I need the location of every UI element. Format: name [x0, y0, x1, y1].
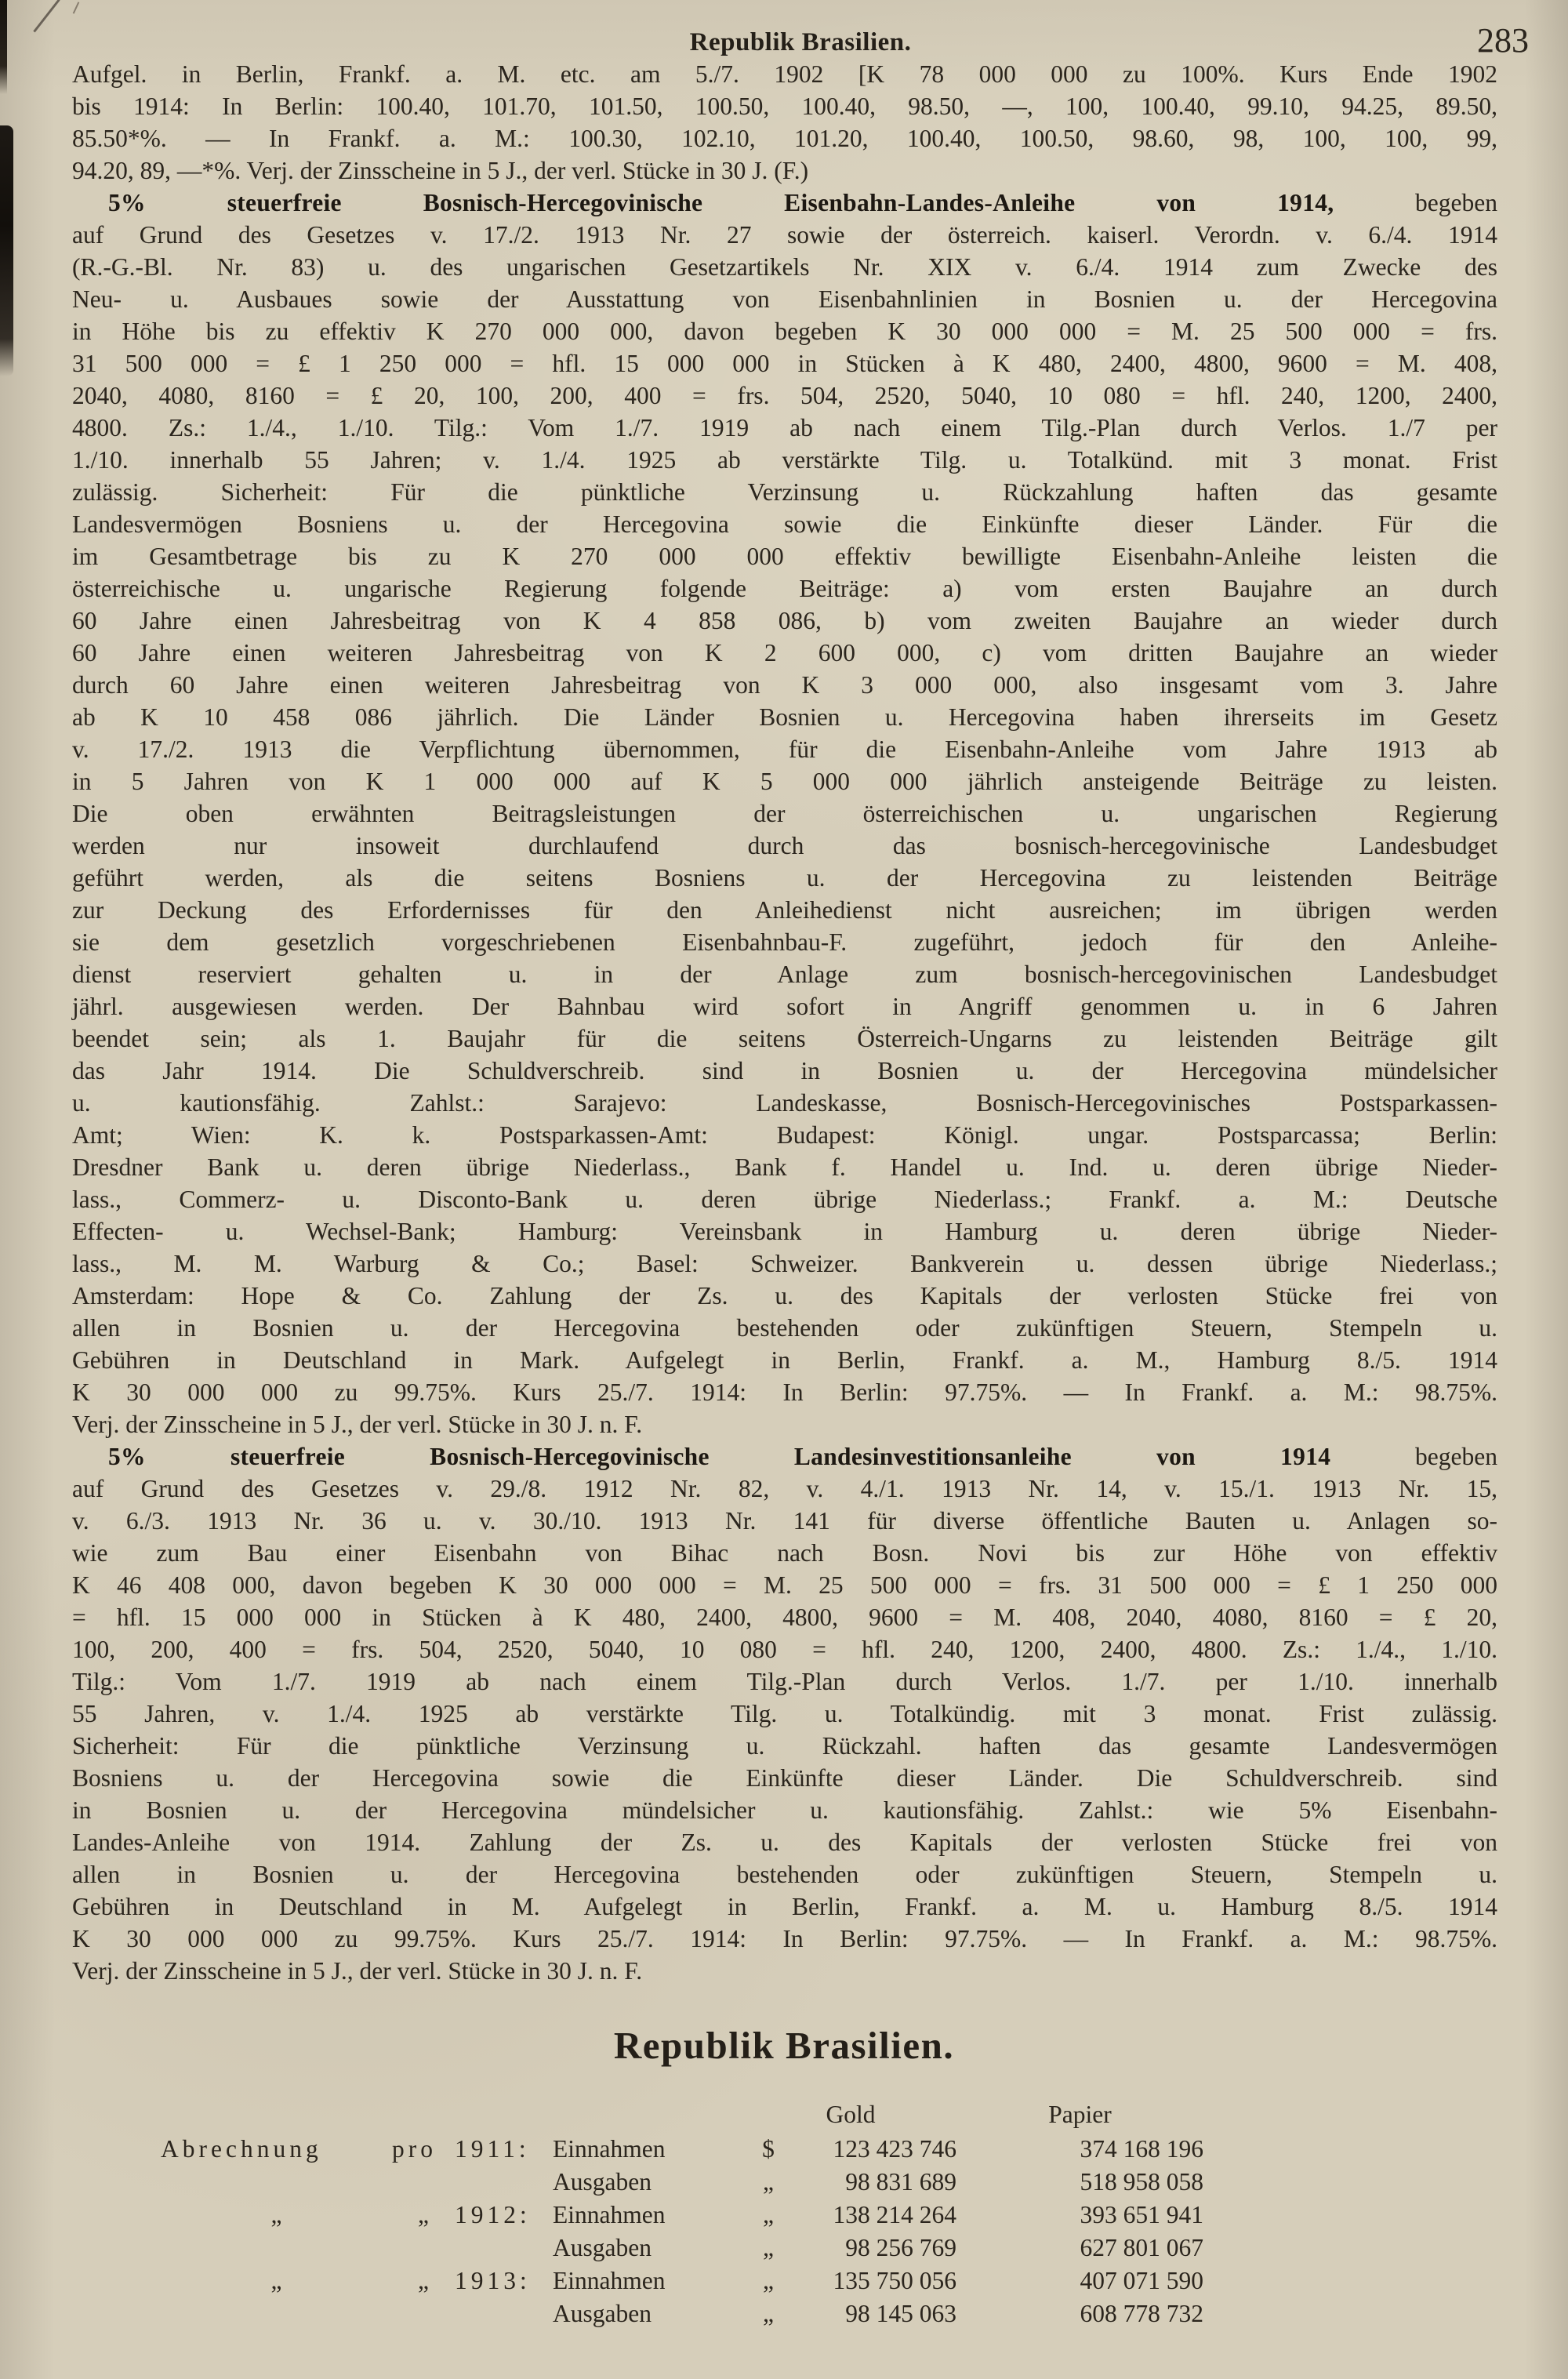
- text-line: Verj. der Zinsscheine in 5 J., der verl. Stücke in 30 J. n. F.: [72, 1957, 643, 1985]
- text-line: Gebühren in Deutschland in Mark. Aufgelegt in Berlin, Frankf. a. M., Hamburg 8./5. 1914: [72, 1346, 1497, 1374]
- table-cell-papier: 407 071 590: [1080, 2267, 1203, 2294]
- table-cell-c1: [161, 2166, 392, 2199]
- table-cell-papier: 374 168 196: [1080, 2135, 1203, 2163]
- table-cell-c3: 1911:: [455, 2135, 530, 2163]
- table-cell-c2: „: [418, 2201, 429, 2228]
- table-cell-papier: 627 801 067: [1080, 2234, 1203, 2261]
- text-line: lass., Commerz- u. Disconto-Bank u. deren übrige Niederlass.; Frankf. a. M.: Deutsche: [72, 1186, 1497, 1213]
- table-cell-gold: 98 145 063: [845, 2300, 956, 2327]
- text-line: = hfl. 15 000 000 in Stücken à K 480, 2400, 4800, 9600 = M. 408, 2040, 4080, 8160 = £ 20,: [72, 1604, 1497, 1631]
- text-line: Aufgel. in Berlin, Frankf. a. M. etc. am 5./7. 1902 [K 78 000 000 zu 100%. Kurs Ende 1902: [72, 60, 1497, 88]
- table-cell-gold: 135 750 056: [833, 2267, 956, 2294]
- table-cell-c2: [392, 2297, 455, 2330]
- table-cell-gold: 123 423 746: [833, 2135, 956, 2163]
- table-row: [161, 2232, 1203, 2265]
- text-line: zur Deckung des Erfordernisses für den Anleihedienst nicht ausreichen; im übrigen werden: [72, 896, 1497, 924]
- text-line: Gebühren in Deutschland in M. Aufgelegt in Berlin, Frankf. a. M. u. Hamburg 8./5. 1914: [72, 1893, 1497, 1920]
- table-cell-gold: 98 256 769: [845, 2234, 956, 2261]
- table-cell-item: Ausgaben: [553, 2234, 652, 2261]
- text-line: Tilg.: Vom 1./7. 1919 ab nach einem Tilg.-Plan durch Verlos. 1./7. per 1./10. innerhalb: [72, 1668, 1497, 1695]
- table-cell-cur: $: [762, 2135, 775, 2163]
- table-cell-c3: [455, 2232, 553, 2265]
- table-cell-gold: 98 831 689: [845, 2168, 956, 2196]
- table-cell-c3: [455, 2166, 553, 2199]
- text-line: 94.20, 89, —*%. Verj. der Zinsscheine in 5 J., der verl. Stücke in 30 J. (F.): [72, 157, 809, 184]
- text-line: allen in Bosnien u. der Hercegovina bestehenden oder zukünftigen Steuern, Stempeln u.: [72, 1314, 1497, 1342]
- text-line: 60 Jahre einen weiteren Jahresbeitrag von K 2 600 000, c) vom dritten Baujahre an wieder: [72, 639, 1497, 666]
- text-line: Amsterdam: Hope & Co. Zahlung der Zs. u. des Kapitals der verlosten Stücke frei von: [72, 1282, 1497, 1309]
- table-cell-cur: „: [763, 2234, 774, 2261]
- text-line: u. kautionsfähig. Zahlst.: Sarajevo: Landeskasse, Bosnisch-Hercegovinisches Postsparkassen-: [72, 1089, 1497, 1117]
- table-cell-cur: „: [763, 2201, 774, 2228]
- paragraph: [72, 187, 1497, 1440]
- column-header-papier: Papier: [1048, 2101, 1112, 2128]
- text-line: v. 17./2. 1913 die Verpflichtung übernommen, für die Eisenbahn-Anleihe vom Jahre 1913 ab: [72, 735, 1497, 763]
- table-cell-papier: 393 651 941: [1080, 2201, 1203, 2228]
- binding-scan-artifact: [0, 125, 13, 376]
- table-cell-c1: „: [270, 2267, 282, 2294]
- text-line: K 30 000 000 zu 99.75%. Kurs 25./7. 1914: In Berlin: 97.75%. — In Frankf. a. M.: 98.75%.: [72, 1378, 1497, 1406]
- text-line: werden nur insoweit durchlaufend durch das bosnisch-hercegovinische Landesbudget: [72, 832, 1497, 859]
- text-line: im Gesamtbetrage bis zu K 270 000 000 effektiv bewilligte Eisenbahn-Anleihe leisten die: [72, 543, 1497, 570]
- table-row: [161, 2297, 1203, 2330]
- binding-scan-artifact: [0, 0, 7, 94]
- text-line: geführt werden, als die seitens Bosniens u. der Hercegovina zu leistenden Beiträge: [72, 864, 1497, 892]
- table-cell-c3: 1913:: [455, 2267, 531, 2294]
- text-line: ab K 10 458 086 jährlich. Die Länder Bosnien u. Hercegovina haben ihrerseits im Gesetz: [72, 703, 1497, 731]
- text-line: K 30 000 000 zu 99.75%. Kurs 25./7. 1914: In Berlin: 97.75%. — In Frankf. a. M.: 98.75%.: [72, 1925, 1497, 1952]
- page-number: 283: [1477, 21, 1529, 60]
- table-cell-papier: 608 778 732: [1080, 2300, 1203, 2327]
- text-line: dienst reserviert gehalten u. in der Anlage zum bosnisch-hercegovinischen Landesbudget: [72, 961, 1497, 988]
- table-row: [161, 2133, 1203, 2166]
- text-line: Landesvermögen Bosniens u. der Hercegovina sowie die Einkünfte dieser Länder. Für die: [72, 510, 1497, 538]
- text-line: (R.-G.-Bl. Nr. 83) u. des ungarischen Gesetzartikels Nr. XIX v. 6./4. 1914 zum Zwecke des: [72, 253, 1497, 281]
- pen-mark: [73, 2, 80, 13]
- table-rows: [161, 2133, 1203, 2330]
- table-row: [161, 2166, 1203, 2199]
- table-cell-c1: Abrechnung: [161, 2135, 322, 2163]
- text-line: durch 60 Jahre einen weiteren Jahresbeitrag von K 3 000 000, also insgesamt vom 3. Jahre: [72, 671, 1497, 699]
- paragraph: [72, 1440, 1497, 1987]
- text-line: in 5 Jahren von K 1 000 000 auf K 5 000 000 jährlich ansteigende Beiträge zu leisten.: [72, 768, 1497, 795]
- body-text: [72, 58, 1497, 1987]
- text-line: das Jahr 1914. Die Schuldverschreib. sind in Bosnien u. der Hercegovina mündelsicher: [72, 1057, 1497, 1084]
- table-cell-item: Ausgaben: [553, 2168, 652, 2196]
- table-cell-item: Einnahmen: [553, 2135, 666, 2163]
- text-line: beendet sein; als 1. Baujahr für die seitens Österreich-Ungarns zu leistenden Beiträge gilt: [72, 1025, 1497, 1052]
- table-header-row: [161, 2097, 1203, 2133]
- text-line: Dresdner Bank u. deren übrige Niederlass., Bank f. Handel u. Ind. u. deren übrige Nieder-: [72, 1153, 1497, 1181]
- pen-mark: [33, 0, 60, 32]
- table-row: [161, 2199, 1203, 2232]
- text-line: allen in Bosnien u. der Hercegovina bestehenden oder zukünftigen Steuern, Stempeln u.: [72, 1861, 1497, 1888]
- accounts-table: [161, 2097, 1203, 2330]
- text-line: Amt; Wien: K. k. Postsparkassen-Amt: Budapest: Königl. ungar. Postsparcassa; Berlin:: [72, 1121, 1497, 1149]
- table-cell-item: Ausgaben: [553, 2300, 652, 2327]
- text-line: in Höhe bis zu effektiv K 270 000 000, davon begeben K 30 000 000 = M. 25 500 000 = frs.: [72, 318, 1497, 345]
- table-cell-item: Einnahmen: [553, 2201, 666, 2228]
- text-line: 60 Jahre einen Jahresbeitrag von K 4 858 086, b) vom zweiten Baujahre an wieder durch: [72, 607, 1497, 634]
- text-line: jährl. ausgewiesen werden. Der Bahnbau wird sofort in Angriff genommen u. in 6 Jahren: [72, 993, 1497, 1020]
- table-cell-c1: [161, 2297, 392, 2330]
- text-line: auf Grund des Gesetzes v. 17./2. 1913 Nr. 27 sowie der österreich. kaiserl. Verordn. v. 6./4. 1914: [72, 221, 1497, 249]
- table-cell-cur: „: [763, 2300, 774, 2327]
- text-line: auf Grund des Gesetzes v. 29./8. 1912 Nr. 82, v. 4./1. 1913 Nr. 14, v. 15./1. 1913 Nr. 15,: [72, 1475, 1497, 1502]
- paragraph: [72, 58, 1497, 187]
- table-cell-c2: [392, 2232, 455, 2265]
- table-cell-c2: pro: [392, 2135, 437, 2163]
- table-cell-cur: „: [763, 2267, 774, 2294]
- text-line: 4800. Zs.: 1./4., 1./10. Tilg.: Vom 1./7. 1919 ab nach einem Tilg.-Plan durch Verlos. 1./7 per: [72, 414, 1497, 441]
- text-line: 2040, 4080, 8160 = £ 20, 100, 200, 400 = frs. 504, 2520, 5040, 10 080 = hfl. 240, 1200, 2400,: [72, 382, 1497, 409]
- text-line: 100, 200, 400 = frs. 504, 2520, 5040, 10 080 = hfl. 240, 1200, 2400, 4800. Zs.: 1./4., 1./10.: [72, 1636, 1497, 1663]
- table-cell-item: Einnahmen: [553, 2267, 666, 2294]
- table-cell-c1: [161, 2232, 392, 2265]
- text-line: zulässig. Sicherheit: Für die pünktliche Verzinsung u. Rückzahlung haften das gesamte: [72, 478, 1497, 506]
- text-line: 5% steuerfreie Bosnisch-Hercegovinische Landesinvestitionsanleihe von 1914 begeben: [108, 1443, 1497, 1470]
- text-line: Effecten- u. Wechsel-Bank; Hamburg: Vereinsbank in Hamburg u. deren übrige Nieder-: [72, 1218, 1497, 1245]
- text-line: 55 Jahren, v. 1./4. 1925 ab verstärkte Tilg. u. Totalkündig. mit 3 monat. Frist zulässig.: [72, 1700, 1497, 1727]
- table-cell-papier: 518 958 058: [1080, 2168, 1203, 2196]
- text-line: Neu- u. Ausbaues sowie der Ausstattung von Eisenbahnlinien in Bosnien u. der Hercegovina: [72, 285, 1497, 313]
- text-line: Bosniens u. der Hercegovina sowie die Einkünfte dieser Länder. Die Schuldverschreib. sind: [72, 1764, 1497, 1792]
- section-title: Republik Brasilien.: [613, 2024, 955, 2067]
- text-line: 31 500 000 = £ 1 250 000 = hfl. 15 000 000 in Stücken à K 480, 2400, 4800, 9600 = M. 408,: [72, 350, 1497, 377]
- table-cell-c2: [392, 2166, 455, 2199]
- column-header-gold: Gold: [826, 2101, 876, 2128]
- text-line: Landes-Anleihe von 1914. Zahlung der Zs. u. des Kapitals der verlosten Stücke frei von: [72, 1829, 1497, 1856]
- text-line: Die oben erwähnten Beitragsleistungen der österreichischen u. ungarischen Regierung: [72, 800, 1497, 827]
- table-cell-cur: „: [763, 2168, 774, 2196]
- text-line: sie dem gesetzlich vorgeschriebenen Eisenbahnbau-F. zugeführt, jedoch für den Anleihe-: [72, 928, 1497, 956]
- table-cell-c1: „: [270, 2201, 282, 2228]
- text-line: lass., M. M. Warburg & Co.; Basel: Schweizer. Bankverein u. dessen übrige Niederlass.;: [72, 1250, 1497, 1277]
- table-cell-c2: „: [418, 2267, 429, 2294]
- table-cell-gold: 138 214 264: [833, 2201, 956, 2228]
- text-line: österreichische u. ungarische Regierung folgende Beiträge: a) vom ersten Baujahre an durch: [72, 575, 1497, 602]
- text-line: 5% steuerfreie Bosnisch-Hercegovinische Eisenbahn-Landes-Anleihe von 1914, begeben: [108, 189, 1497, 216]
- text-line: Verj. der Zinsscheine in 5 J., der verl. Stücke in 30 J. n. F.: [72, 1411, 643, 1438]
- table-cell-c3: [455, 2297, 553, 2330]
- text-line: wie zum Bau einer Eisenbahn von Bihac nach Bosn. Novi bis zur Höhe von effektiv: [72, 1539, 1497, 1567]
- text-line: v. 6./3. 1913 Nr. 36 u. v. 30./10. 1913 Nr. 141 für diverse öffentliche Bauten u. Anlagen so-: [72, 1507, 1497, 1535]
- table-row: [161, 2265, 1203, 2297]
- text-line: 1./10. innerhalb 55 Jahren; v. 1./4. 1925 ab verstärkte Tilg. u. Totalkünd. mit 3 monat. Frist: [72, 446, 1497, 474]
- text-line: bis 1914: In Berlin: 100.40, 101.70, 101.50, 100.50, 100.40, 98.50, —, 100, 100.40, 99.10, 94.25, 89.50,: [72, 93, 1497, 120]
- text-line: K 46 408 000, davon begeben K 30 000 000 = M. 25 500 000 = frs. 31 500 000 = £ 1 250 000: [72, 1571, 1497, 1599]
- text-line: Sicherheit: Für die pünktliche Verzinsung u. Rückzahl. haften das gesamte Landesvermögen: [72, 1732, 1497, 1760]
- text-line: 85.50*%. — In Frankf. a. M.: 100.30, 102.10, 101.20, 100.40, 100.50, 98.60, 98, 100, 100, 99,: [72, 125, 1497, 152]
- table-cell-c3: 1912:: [455, 2201, 531, 2228]
- running-header-title: Republik Brasilien.: [689, 28, 912, 56]
- text-line: in Bosnien u. der Hercegovina mündelsicher u. kautionsfähig. Zahlst.: wie 5% Eisenbahn-: [72, 1796, 1497, 1824]
